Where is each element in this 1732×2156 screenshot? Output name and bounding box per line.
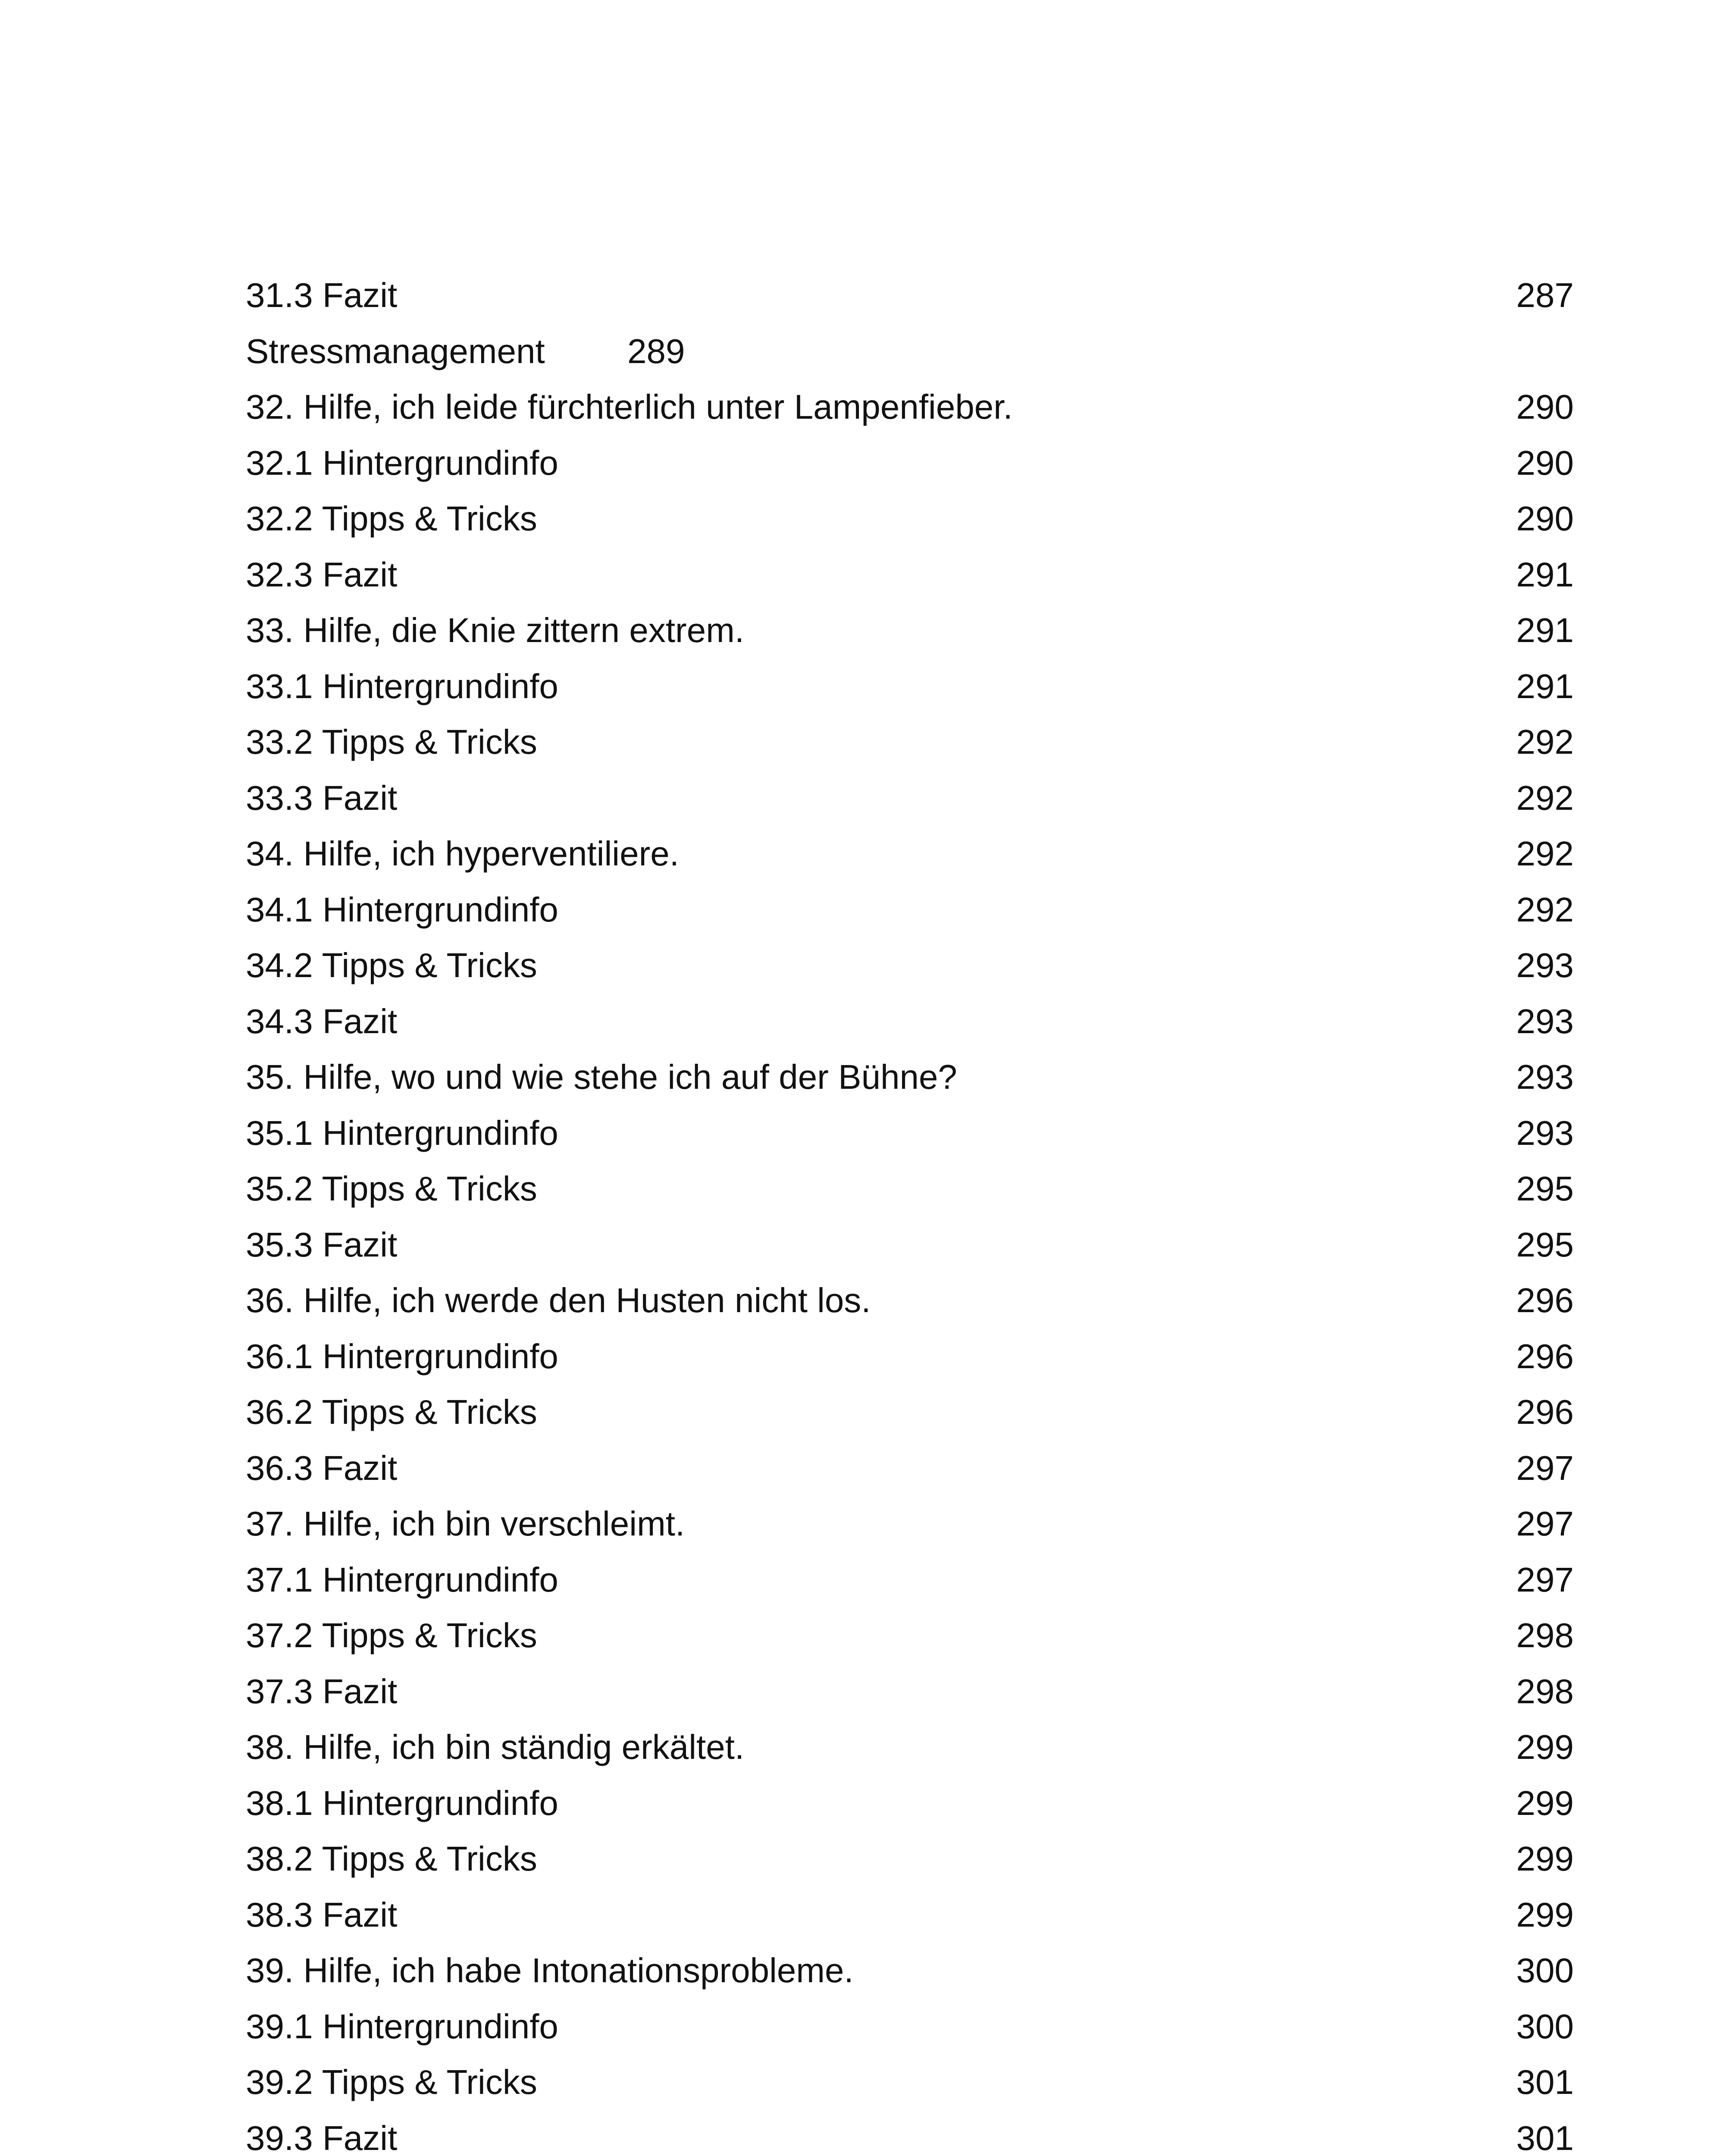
toc-entry-page-number: 292 <box>1516 834 1574 873</box>
toc-entry <box>246 1943 1574 1999</box>
toc-entry <box>246 2054 1574 2110</box>
toc-entry <box>246 547 1574 603</box>
toc-entry-title: 39.3 Fazit <box>246 2118 398 2156</box>
toc-entry-title: 37.2 Tipps & Tricks <box>246 1616 537 1655</box>
toc-entry <box>246 1552 1574 1608</box>
toc-entry <box>246 714 1574 770</box>
toc-entry-title: 38.3 Fazit <box>246 1895 398 1934</box>
toc-entry-title: 36.2 Tipps & Tricks <box>246 1393 537 1431</box>
table-of-contents <box>246 267 1574 2156</box>
toc-entry <box>246 1608 1574 1664</box>
toc-entry <box>246 323 1574 379</box>
toc-entry-page-number: 292 <box>1516 890 1574 929</box>
toc-entry-title: 33.1 Hintergrundinfo <box>246 667 558 705</box>
toc-entry-title: 32.2 Tipps & Tricks <box>246 499 537 538</box>
toc-entry-title: 32.3 Fazit <box>246 555 398 594</box>
toc-entry <box>246 2110 1574 2156</box>
toc-entry-title: 38. Hilfe, ich bin ständig erkältet. <box>246 1728 745 1766</box>
toc-entry-title: 34.2 Tipps & Tricks <box>246 946 537 984</box>
toc-entry-title: 39. Hilfe, ich habe Intonationsprobleme. <box>246 1951 854 1990</box>
toc-entry <box>246 1161 1574 1217</box>
toc-entry-title: 33. Hilfe, die Knie zittern extrem. <box>246 611 745 649</box>
toc-entry-page-number: 290 <box>1516 443 1574 482</box>
toc-entry-title: 32.1 Hintergrundinfo <box>246 443 558 482</box>
toc-entry <box>246 1999 1574 2055</box>
toc-entry-page-number: 300 <box>1516 1951 1574 1990</box>
toc-entry-page-number: 293 <box>1516 1002 1574 1040</box>
toc-entry <box>246 379 1574 435</box>
toc-entry-page-number: 290 <box>1516 499 1574 538</box>
toc-entry-page-number: 293 <box>1516 946 1574 984</box>
toc-entry-page-number: 296 <box>1516 1393 1574 1431</box>
toc-entry <box>246 602 1574 658</box>
toc-entry-page-number: 297 <box>1516 1504 1574 1543</box>
toc-entry-page-number: 289 <box>627 332 685 370</box>
toc-entry-page-number: 298 <box>1516 1616 1574 1655</box>
toc-entry <box>246 826 1574 882</box>
toc-entry-title: 31.3 Fazit <box>246 276 398 314</box>
toc-entry-page-number: 301 <box>1516 2118 1574 2156</box>
toc-entry <box>246 1664 1574 1720</box>
toc-entry <box>246 658 1574 714</box>
toc-entry <box>246 435 1574 491</box>
toc-entry <box>246 491 1574 547</box>
toc-entry-title: 35.2 Tipps & Tricks <box>246 1169 537 1208</box>
toc-entry-page-number: 293 <box>1516 1058 1574 1096</box>
toc-entry-page-number: 299 <box>1516 1783 1574 1822</box>
toc-entry-page-number: 300 <box>1516 2007 1574 2046</box>
toc-entry <box>246 937 1574 993</box>
toc-entry-title: 39.2 Tipps & Tricks <box>246 2063 537 2101</box>
toc-entry <box>246 770 1574 826</box>
toc-entry-page-number: 299 <box>1516 1895 1574 1934</box>
toc-entry <box>246 267 1574 323</box>
toc-entry-title: 36.1 Hintergrundinfo <box>246 1337 558 1376</box>
toc-entry-title: 33.3 Fazit <box>246 778 398 817</box>
toc-entry-page-number: 297 <box>1516 1560 1574 1599</box>
toc-entry-page-number: 292 <box>1516 723 1574 761</box>
toc-entry <box>246 882 1574 938</box>
toc-entry-title: 34.1 Hintergrundinfo <box>246 890 558 929</box>
toc-entry <box>246 1105 1574 1161</box>
toc-entry <box>246 1329 1574 1385</box>
toc-entry-title: 34.3 Fazit <box>246 1002 398 1040</box>
toc-entry <box>246 1272 1574 1329</box>
toc-entry <box>246 1217 1574 1273</box>
toc-entry-title: 39.1 Hintergrundinfo <box>246 2007 558 2046</box>
toc-entry-title: 36. Hilfe, ich werde den Husten nicht los. <box>246 1281 871 1319</box>
toc-entry-title: 38.1 Hintergrundinfo <box>246 1783 558 1822</box>
toc-entry-page-number: 296 <box>1516 1281 1574 1319</box>
toc-entry-title: Stressmanagement <box>246 332 545 370</box>
toc-entry-page-number: 295 <box>1516 1169 1574 1208</box>
toc-entry-page-number: 299 <box>1516 1728 1574 1766</box>
toc-entry <box>246 1384 1574 1440</box>
toc-entry <box>246 1719 1574 1775</box>
toc-entry <box>246 1775 1574 1831</box>
toc-entry-page-number: 299 <box>1516 1839 1574 1878</box>
toc-entry-page-number: 290 <box>1516 388 1574 426</box>
toc-entry-page-number: 292 <box>1516 778 1574 817</box>
toc-entry-page-number: 291 <box>1516 667 1574 705</box>
toc-entry-title: 37.3 Fazit <box>246 1672 398 1711</box>
toc-entry <box>246 1440 1574 1496</box>
toc-entry-page-number: 297 <box>1516 1448 1574 1487</box>
toc-entry-page-number: 291 <box>1516 555 1574 594</box>
toc-entry <box>246 1496 1574 1552</box>
toc-entry-page-number: 287 <box>1516 276 1574 314</box>
toc-entry-page-number: 291 <box>1516 611 1574 649</box>
toc-entry-page-number: 296 <box>1516 1337 1574 1376</box>
toc-entry-title: 34. Hilfe, ich hyperventiliere. <box>246 834 679 873</box>
toc-entry-title: 35. Hilfe, wo und wie stehe ich auf der Bühne? <box>246 1058 957 1096</box>
toc-entry-title: 35.3 Fazit <box>246 1225 398 1264</box>
toc-entry <box>246 1049 1574 1105</box>
toc-entry-title: 37. Hilfe, ich bin verschleimt. <box>246 1504 685 1543</box>
toc-entry-page-number: 298 <box>1516 1672 1574 1711</box>
toc-entry-title: 36.3 Fazit <box>246 1448 398 1487</box>
toc-entry-page-number: 295 <box>1516 1225 1574 1264</box>
toc-entry-title: 37.1 Hintergrundinfo <box>246 1560 558 1599</box>
toc-entry-title: 35.1 Hintergrundinfo <box>246 1113 558 1152</box>
toc-entry-title: 33.2 Tipps & Tricks <box>246 723 537 761</box>
toc-entry-title: 38.2 Tipps & Tricks <box>246 1839 537 1878</box>
toc-entry-title: 32. Hilfe, ich leide fürchterlich unter Lampenfieber. <box>246 388 1013 426</box>
toc-entry-page-number: 293 <box>1516 1113 1574 1152</box>
toc-entry <box>246 993 1574 1050</box>
toc-entry-page-number: 301 <box>1516 2063 1574 2101</box>
toc-entry <box>246 1831 1574 1887</box>
toc-entry <box>246 1887 1574 1943</box>
